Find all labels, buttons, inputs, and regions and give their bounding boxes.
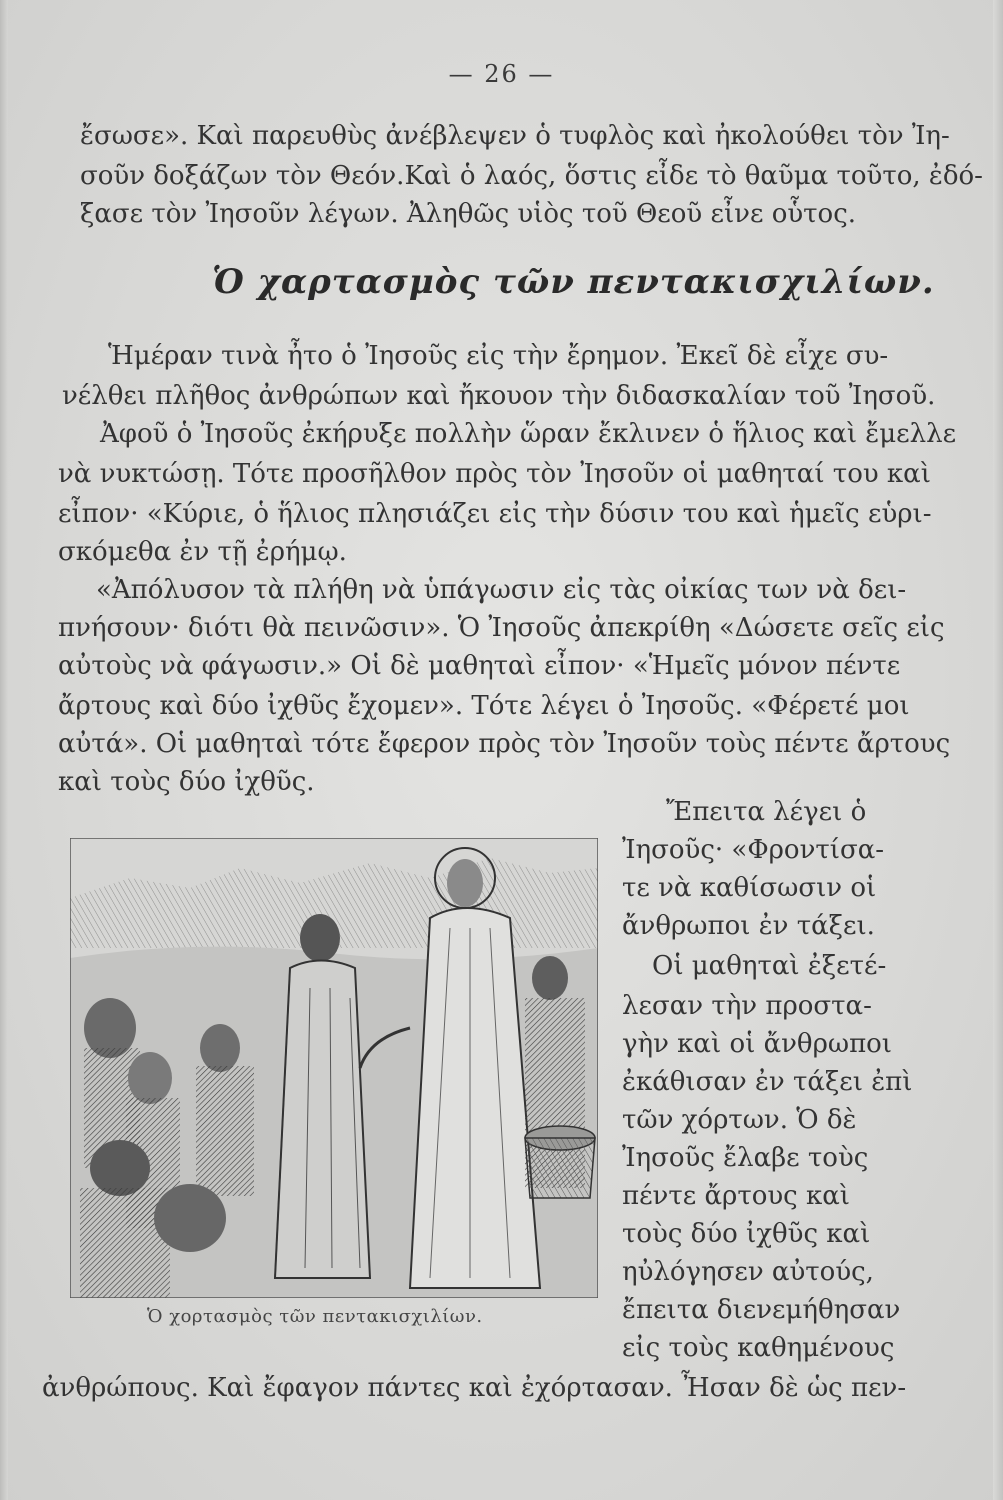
section-title: Ὁ χαρτασμὸς τῶν πεντακισχιλίων. (212, 262, 935, 302)
page-right-edge (993, 0, 1003, 1500)
side-text-line: τε νὰ καθίσωσιν οἱ (622, 873, 877, 903)
paragraph-line: πνήσουν· διότι θὰ πεινῶσιν». Ὁ Ἰησοῦς ἀπεκρίθη «Δώσετε σεῖς εἰς (58, 613, 945, 643)
side-text-line: λεσαν τὴν προστα- (622, 991, 872, 1021)
side-text-line: εἰς τοὺς καθημένους (622, 1333, 895, 1363)
paragraph-line: Ἀφοῦ ὁ Ἰησοῦς ἐκήρυξε πολλὴν ὥραν ἔκλινεν ὁ ἥλιος καὶ ἔμελλε (100, 419, 957, 449)
side-text-line: τοὺς δύο ἰχθῦς καὶ (622, 1219, 871, 1249)
page-left-edge (0, 0, 8, 1500)
side-text-line: Ἔπειτα λέγει ὁ (666, 797, 867, 827)
side-text-line: Ἰησοῦς· «Φροντίσα- (622, 835, 885, 865)
side-text-line: Ἰησοῦς ἔλαβε τοὺς (622, 1143, 869, 1173)
side-text-line: γὴν καὶ οἱ ἄνθρωποι (622, 1029, 893, 1059)
side-text-line: ἔπειτα διενεμήθησαν (622, 1295, 901, 1325)
paragraph-line: Ἡμέραν τινὰ ἦτο ὁ Ἰησοῦς εἰς τὴν ἔρημον. Ἐκεῖ δὲ εἶχε συ- (108, 341, 889, 371)
paragraph-line: σκόμεθα ἐν τῇ ἐρήμῳ. (58, 537, 347, 567)
paragraph-line: αὐτά». Οἱ μαθηταὶ τότε ἔφερον πρὸς τὸν Ἰησοῦν τοὺς πέντε ἄρτους (58, 729, 951, 759)
intro-line: ἔσωσε». Καὶ παρευθὺς ἀνέβλεψεν ὁ τυφλὸς καὶ ἠκολούθει τὸν Ἰη- (80, 121, 950, 151)
intro-line: σοῦν δοξάζων τὸν Θεόν.Καὶ ὁ λαός, ὅστις εἶδε τὸ θαῦμα τοῦτο, ἐδό- (80, 161, 983, 191)
paragraph-line: νέλθει πλῆθος ἀνθρώπων καὶ ἤκουον τὴν διδασκαλίαν τοῦ Ἰησοῦ. (62, 381, 936, 411)
side-text-line: Οἱ μαθηταὶ ἐξετέ- (652, 951, 887, 981)
paragraph-line: εἶπον· «Κύριε, ὁ ἥλιος πλησιάζει εἰς τὴν δύσιν του καὶ ἡμεῖς εὑρι- (58, 499, 932, 529)
side-text-line: ἐκάθισαν ἐν τάξει ἐπὶ (622, 1067, 913, 1097)
paragraph-line: ἄρτους καὶ δύο ἰχθῦς ἔχομεν». Τότε λέγει ὁ Ἰησοῦς. «Φέρετέ μοι (58, 691, 910, 721)
feeding-illustration (70, 838, 598, 1298)
paragraph-line: αὐτοὺς νὰ φάγωσιν.» Οἱ δὲ μαθηταὶ εἶπον· «Ἡμεῖς μόνον πέντε (58, 651, 901, 681)
side-text-line: πέντε ἄρτους καὶ (622, 1181, 850, 1211)
paragraph-line: «Ἀπόλυσον τὰ πλήθη νὰ ὑπάγωσιν εἰς τὰς οἰκίας των νὰ δει- (96, 575, 907, 605)
final-line: ἀνθρώπους. Καὶ ἔφαγον πάντες καὶ ἐχόρτασαν. Ἦσαν δὲ ὡς πεν- (42, 1373, 907, 1403)
disciple-figure (275, 914, 370, 1278)
bread-basket (525, 1126, 595, 1198)
paragraph-line: νὰ νυκτώσῃ. Τότε προσῆλθον πρὸς τὸν Ἰησοῦν οἱ μαθηταί του καὶ (58, 459, 931, 489)
intro-line: ξασε τὸν Ἰησοῦν λέγων. Ἀληθῶς υἱὸς τοῦ Θεοῦ εἶνε οὗτος. (80, 199, 857, 229)
page-number: — 26 — (448, 60, 555, 88)
side-text-line: τῶν χόρτων. Ὁ δὲ (622, 1105, 857, 1135)
figure-caption: Ὁ χορτασμὸς τῶν πεντακισχιλίων. (147, 1306, 483, 1327)
side-text-line: ηὐλόγησεν αὐτούς, (622, 1257, 874, 1287)
side-text-line: ἄνθρωποι ἐν τάξει. (622, 911, 875, 941)
paragraph-line: καὶ τοὺς δύο ἰχθῦς. (58, 767, 315, 797)
